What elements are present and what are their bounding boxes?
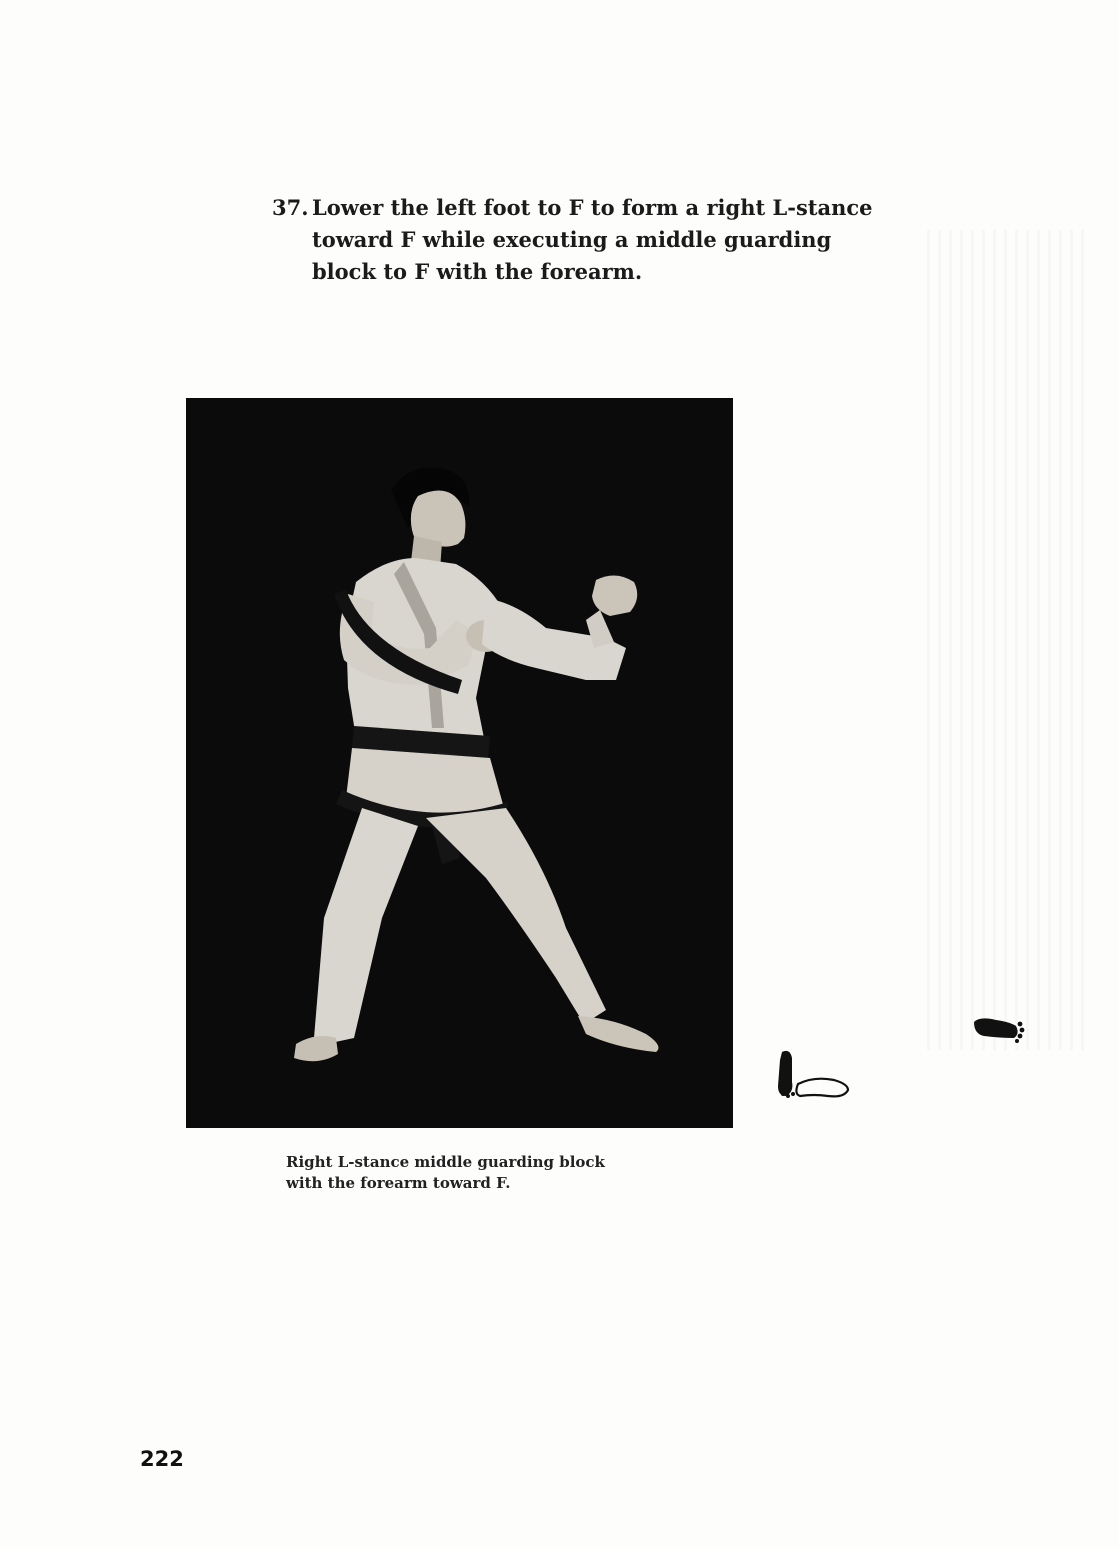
caption-line-1: Right L-stance middle guarding block xyxy=(286,1153,605,1171)
caption-line-2: with the forearm toward F. xyxy=(286,1174,511,1192)
martial-artist-figure xyxy=(186,398,733,1128)
footprint-l-stance-icon xyxy=(774,1048,854,1104)
page-number: 222 xyxy=(140,1447,184,1471)
step-text: Lower the left foot to F to form a right L-stance toward F while executing a middle guarding block to F with the forearm. xyxy=(312,195,873,284)
bleed-through-texture xyxy=(927,230,1087,1050)
footprint-right-icon xyxy=(970,1012,1026,1048)
technique-photo xyxy=(186,398,733,1128)
photo-caption xyxy=(286,1152,686,1194)
step-instruction xyxy=(272,192,892,288)
step-number: 37. xyxy=(272,195,309,220)
